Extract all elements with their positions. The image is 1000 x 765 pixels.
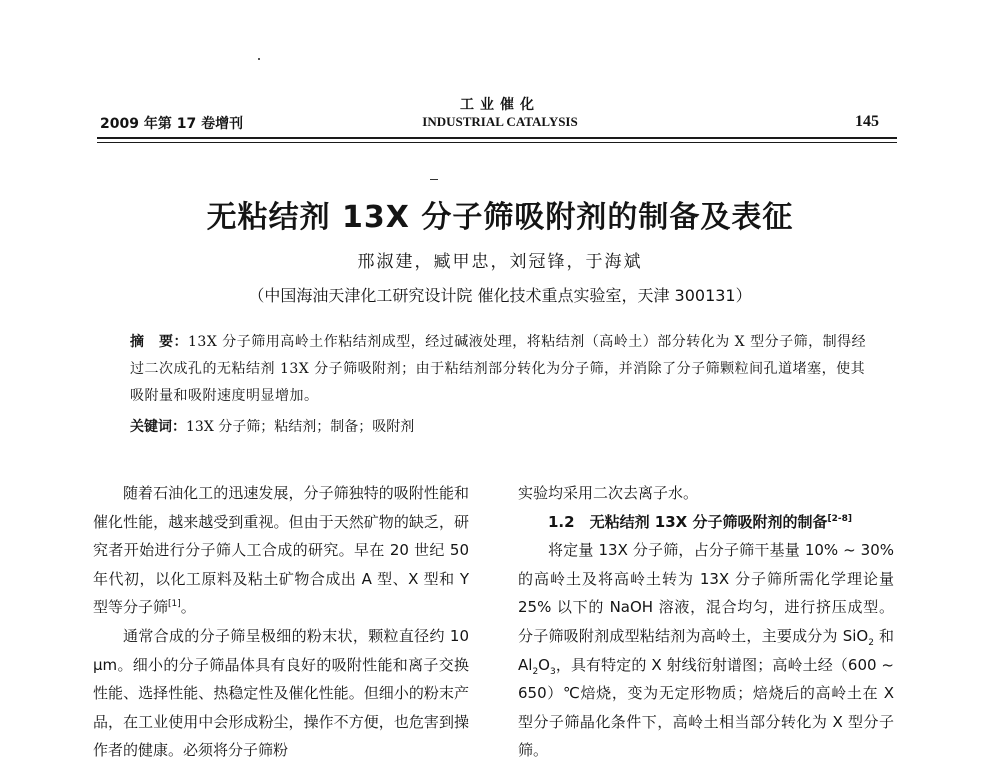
header-rule-thin — [97, 142, 897, 143]
body-line: 实验均采用二次去离子水。 — [518, 484, 699, 502]
paragraph-text: 将定量 13X 分子筛，占分子筛干基量 10% ~ 30% 的高岭土及将高岭土转为 13X 分子筛所需化学理论量 25% 以下的 NaOH 溶液，混合均匀，进行挤压成型。分子筛吸附剂成型粘结剂为高岭土，主要成分为 SiO — [518, 541, 894, 645]
paragraph-text: ，具有特定的 X 射线衍射谱图；高岭土经（600 ~ 650）℃焙烧，变为无定形物质；焙烧后的高岭土在 X 型分子筛晶化条件下，高岭土相当部分转化为 X 型分子筛。 — [518, 655, 894, 760]
keywords-text: 13X 分子筛；粘结剂；制备；吸附剂 — [186, 419, 415, 435]
body-paragraph — [518, 536, 894, 765]
citation: [2-8] — [827, 513, 852, 524]
paragraph-text: 和 Al — [518, 626, 894, 674]
abstract-label: 摘 要： — [130, 334, 188, 350]
journal-name-cn: 工业催化 — [460, 97, 540, 113]
scan-speck — [258, 58, 260, 60]
journal-issue: 2009 年第 17 卷增刊 — [100, 116, 244, 132]
subscript: 3 — [549, 666, 556, 677]
body-column-right — [518, 479, 894, 765]
journal-name-en: INDUSTRIAL CATALYSIS — [422, 114, 578, 129]
body-paragraph — [93, 479, 469, 622]
article-title: 无粘结剂 13X 分子筛吸附剂的制备及表征 — [206, 200, 794, 235]
subscript: 2 — [532, 666, 539, 677]
paragraph-text: 随着石油化工的迅速发展，分子筛独特的吸附性能和催化性能，越来越受到重视。但由于天然矿物的缺乏，研究者开始进行分子筛人工合成的研究。早在 20 世纪 50 年代初，以化工原料及粘土矿物合成出 A 型、X 型和 Y 型等分子筛 — [93, 484, 469, 617]
body-paragraph: 通常合成的分子筛呈极细的粉末状，颗粒直径约 10 μm。细小的分子筛晶体具有良好的吸附性能和离子交换性能、选择性能、热稳定性及催化性能。但细小的粉末产品，在工业使用中会形成粉尘，操作不方便，也危害到操作者的健康。必须将分子筛粉 — [93, 626, 469, 760]
keywords-label: 关键词： — [130, 419, 186, 435]
subscript: 2 — [868, 637, 874, 648]
page-number: 145 — [855, 113, 879, 130]
body-column-left — [93, 479, 469, 765]
abstract-text: 13X 分子筛用高岭土作粘结剂成型，经过碱液处理，将粘结剂（高岭土）部分转化为 X 型分子筛，制得经过二次成孔的无粘结剂 13X 分子筛吸附剂；由于粘结剂部分转化为分子筛，并消除了分子筛颗粒间孔道堵塞，使其吸附量和吸附速度明显增加。 — [130, 334, 867, 404]
scan-mark — [430, 179, 438, 180]
section-heading-text: 1.2 无粘结剂 13X 分子筛吸附剂的制备 — [548, 512, 828, 531]
header-rule-thick — [97, 137, 897, 139]
paragraph-text: O — [538, 655, 550, 674]
paragraph-end: 。 — [180, 598, 196, 617]
abstract — [130, 329, 870, 410]
section-heading — [518, 508, 894, 537]
keywords — [130, 414, 870, 441]
article-authors: 邢淑建，臧甲忠，刘冠锋，于海斌 — [357, 252, 643, 272]
citation: [1] — [168, 599, 181, 610]
article-affiliation: （中国海油天津化工研究设计院 催化技术重点实验室，天津 300131） — [248, 286, 752, 305]
